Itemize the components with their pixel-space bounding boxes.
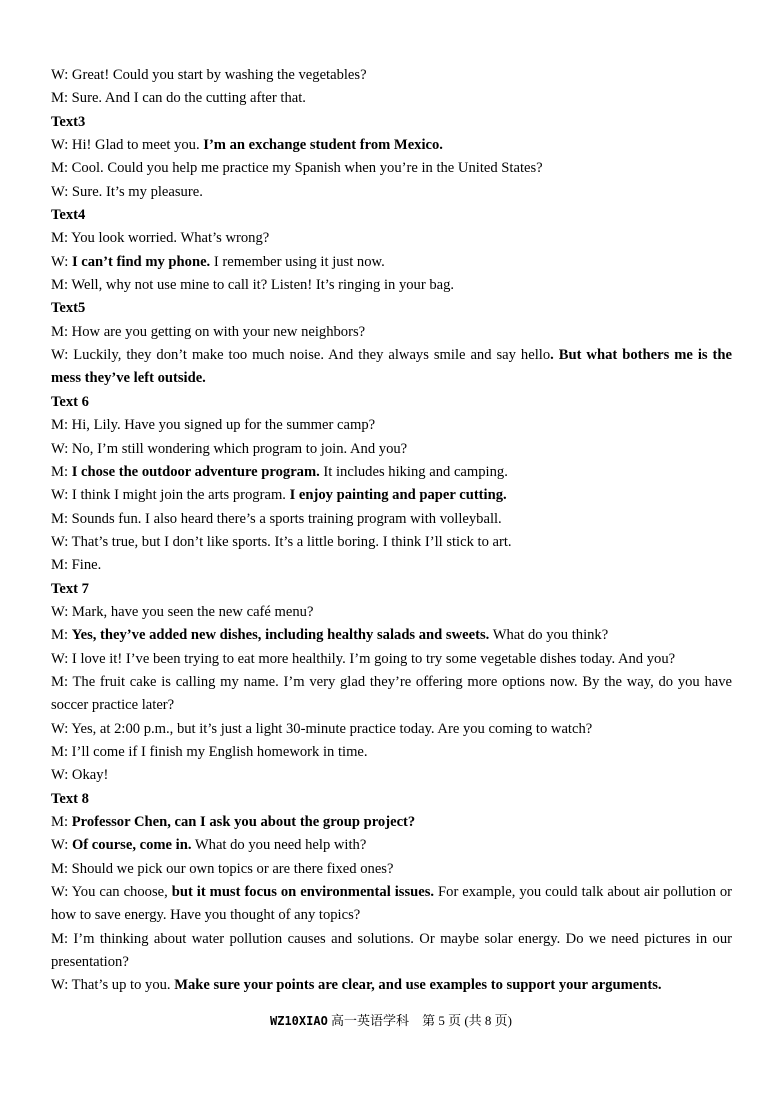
dialogue-line [51,834,732,857]
dialogue-line [51,251,732,274]
dialogue-line [51,554,732,577]
section-heading [51,204,732,227]
text-span: M: Well, why not use mine to call it? Listen! It’s ringing in your bag. [51,277,455,294]
dialogue-line [51,531,732,554]
text-span: What do you think? [489,627,609,644]
text-span: M: Fine. [51,557,102,574]
dialogue-line [51,414,732,437]
dialogue-line [51,134,732,157]
dialogue-line [51,508,732,531]
bold-text-span: I can’t find my phone. [71,253,211,270]
footer-page-number: 第 5 页 (共 8 页) [422,1013,512,1028]
bold-text-span: Text 6 [51,393,89,410]
bold-text-span: Professor Chen, can I ask you about the group project? [71,814,416,830]
text-span: W: That’s up to you. [51,977,175,994]
text-span: W: I think I might join the arts program. [51,487,290,504]
dialogue-line [51,157,732,180]
text-span: W: Yes, at 2:00 p.m., but it’s just a light 30-minute practice today. Are you coming to watch? [51,720,593,737]
transcript-body [51,64,732,998]
dialogue-line [51,64,732,87]
text-span: M: Should we pick our own topics or are there fixed ones? [51,860,394,877]
footer-subject: 高一英语学科 [331,1013,410,1028]
text-span: W: Hi! Glad to meet you. [51,137,204,154]
bold-text-span: Text4 [51,207,86,224]
text-span: For example, you could talk about air pollution or how to save energy. Have you thought of any topics? [51,884,733,924]
dialogue-line [51,718,732,741]
text-span: W: Great! Could you start by washing the vegetables? [51,67,367,83]
dialogue-line [51,601,732,624]
bold-text-span: I enjoy painting and paper cutting. [289,487,507,504]
text-span: W: That’s true, but I don’t like sports. It’s a little boring. I think I’ll stick to art. [51,533,512,550]
dialogue-line [51,461,732,484]
bold-text-span: Text 8 [51,790,89,807]
text-span: M: [51,463,72,480]
text-span: W: Okay! [51,767,109,784]
text-span: W: No, I’m still wondering which program to join. And you? [51,440,408,457]
footer-code: WZ10XIAO [270,1014,328,1028]
text-span: M: Cool. Could you help me practice my Spanish when you’re in the United States? [51,160,543,177]
bold-text-span: I chose the outdoor adventure program. [71,463,320,480]
text-span: M: How are you getting on with your new neighbors? [51,323,366,340]
bold-text-span: . But what bothers me is the mess they’ve left outside. [51,347,732,387]
section-heading [51,111,732,134]
dialogue-line [51,344,732,391]
dialogue-line [51,181,732,204]
dialogue-line [51,671,732,718]
bold-text-span: Of course, come in. [71,837,192,854]
section-heading [51,391,732,414]
dialogue-line [51,624,732,647]
text-span: W: [51,837,72,854]
dialogue-line [51,274,732,297]
dialogue-line [51,87,732,110]
text-span: W: [51,253,72,270]
bold-text-span: but it must focus on environmental issues. [171,884,435,901]
text-span: M: [51,627,72,644]
text-span: W: I love it! I’ve been trying to eat more healthily. I’m going to try some vegetable dishes today. And you? [51,650,676,667]
dialogue-line [51,858,732,881]
dialogue-line [51,484,732,507]
dialogue-line [51,881,732,928]
text-span: W: Mark, have you seen the new café menu? [51,603,314,620]
section-heading [51,297,732,320]
text-span: M: I’ll come if I finish my English homework in time. [51,743,368,760]
dialogue-line [51,974,732,997]
page-footer [0,1011,782,1031]
bold-text-span: Text3 [51,113,86,130]
text-span: What do you need help with? [191,837,367,854]
section-heading [51,578,732,601]
dialogue-line [51,438,732,461]
section-heading [51,788,732,811]
dialogue-line [51,321,732,344]
bold-text-span: I’m an exchange student from Mexico. [203,137,443,154]
bold-text-span: Text 7 [51,580,89,597]
text-span: W: You can choose, [51,884,172,901]
text-span: M: The fruit cake is calling my name. I’m very glad they’re offering more options now. By the way, do you have soccer practice later? [51,673,732,714]
text-span: I remember using it just now. [210,253,385,270]
text-span: M: Sure. And I can do the cutting after that. [51,90,306,107]
dialogue-line [51,227,732,250]
dialogue-line [51,764,732,787]
dialogue-line [51,928,732,975]
dialogue-line [51,811,732,834]
text-span: M: Sounds fun. I also heard there’s a sports training program with volleyball. [51,510,502,527]
text-span: M: You look worried. What’s wrong? [51,230,270,247]
text-span: W: Luckily, they don’t make too much noise. And they always smile and say hello [51,347,551,364]
bold-text-span: Make sure your points are clear, and use examples to support your arguments. [174,977,662,994]
text-span: W: Sure. It’s my pleasure. [51,183,203,200]
dialogue-line [51,741,732,764]
bold-text-span: Yes, they’ve added new dishes, including healthy salads and sweets. [71,627,490,644]
text-span: It includes hiking and camping. [319,463,508,480]
bold-text-span: Text5 [51,300,86,317]
text-span: M: [51,814,72,830]
text-span: M: I’m thinking about water pollution causes and solutions. Or maybe solar energy. Do we need pictures in our presentation? [51,930,732,971]
text-span: M: Hi, Lily. Have you signed up for the summer camp? [51,417,376,434]
dialogue-line [51,648,732,671]
